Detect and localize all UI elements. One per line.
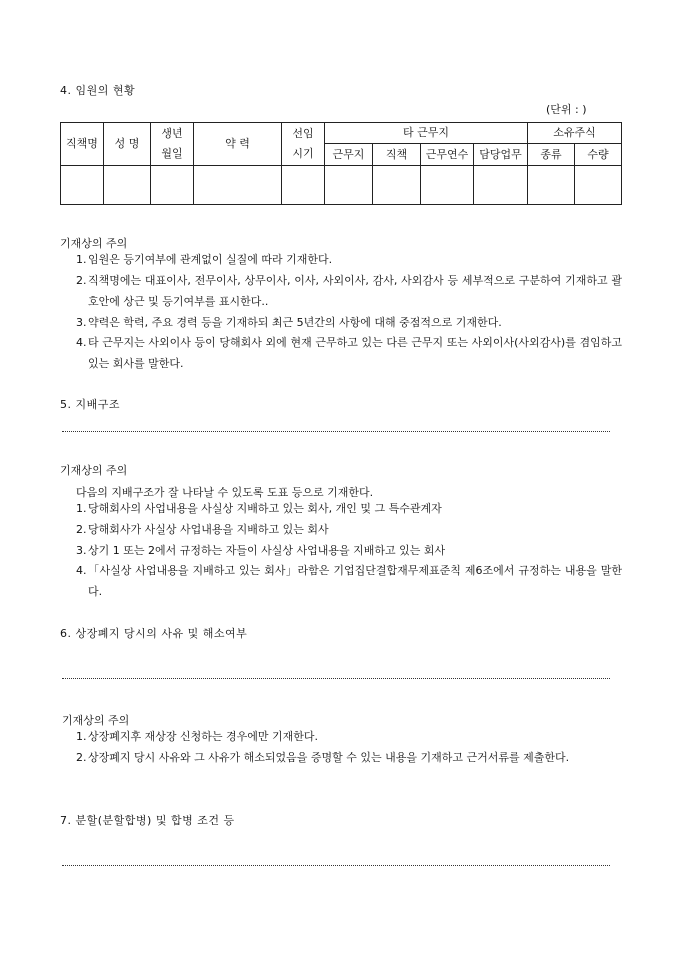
table-cell[interactable]: [61, 166, 104, 205]
table-row: [61, 166, 622, 205]
header-name: 성 명: [104, 123, 151, 166]
list-item-number: 1.: [76, 730, 87, 743]
list-item-number: 2.: [76, 274, 87, 287]
section-6-heading: 6. 상장폐지 당시의 사유 및 해소여부: [60, 627, 248, 640]
list-item: [76, 332, 622, 374]
table-cell[interactable]: [575, 166, 622, 205]
header-title: 직책명: [61, 123, 104, 166]
subheader-position: 직책: [373, 144, 421, 166]
section-4-heading: 4. 임원의 현황: [60, 84, 136, 97]
list-item: [76, 249, 622, 270]
dotted-fill-line: [62, 864, 610, 866]
table-cell[interactable]: [104, 166, 151, 205]
list-item: [76, 519, 622, 540]
list-item-number: 1.: [76, 253, 87, 266]
header-other-workplace: 타 근무지: [325, 123, 528, 144]
section-7-heading: 7. 분할(분할합병) 및 합병 조건 등: [60, 814, 235, 827]
list-item-number: 3.: [76, 316, 87, 329]
table-cell[interactable]: [373, 166, 421, 205]
list-item: [76, 498, 622, 519]
list-item: [76, 560, 622, 602]
list-item: [76, 747, 622, 768]
list-item-text: 임원은 등기여부에 관계없이 실질에 따라 기재한다.: [88, 253, 333, 266]
section-5-heading: 5. 지배구조: [60, 398, 120, 411]
subheader-share-qty: 수량: [575, 144, 622, 166]
section-5-intro: 다음의 지배구조가 잘 나타날 수 있도록 도표 등으로 기재한다.: [76, 486, 374, 499]
list-item-number: 2.: [76, 523, 87, 536]
section-4-notes-title: 기재상의 주의: [60, 237, 128, 250]
list-item: [76, 270, 622, 312]
list-item-text: 직책명에는 대표이사, 전무이사, 상무이사, 이사, 사외이사, 감사, 사외감사 등 세부적으로 구분하여 기재하고 괄호안에 상근 및 등기여부를 표시한다..: [88, 274, 622, 308]
header-birth: [151, 123, 194, 166]
list-item-number: 2.: [76, 751, 87, 764]
list-item-text: 상장폐지 당시 사유와 그 사유가 해소되었음을 증명할 수 있는 내용을 기재하고 근거서류를 제출한다.: [88, 751, 570, 764]
list-item-number: 1.: [76, 502, 87, 515]
header-birth-line1: 생년: [161, 127, 183, 140]
header-elected-line1: 선임: [292, 127, 314, 140]
list-item-text: 타 근무지는 사외이사 등이 당해회사 외에 현재 근무하고 있는 다른 근무지 또는 사외이사(사외감사)를 겸임하고 있는 회사를 말한다.: [88, 336, 622, 370]
table-cell[interactable]: [474, 166, 528, 205]
list-item-number: 4.: [76, 564, 87, 577]
list-item-text: 당해회사의 사업내용을 사실상 지배하고 있는 회사, 개인 및 그 특수관계자: [88, 502, 442, 515]
list-item: [76, 312, 622, 333]
list-item-text: 「사실상 사업내용을 지배하고 있는 회사」라함은 기업집단결합재무제표준칙 제6조에서 규정하는 내용을 말한다.: [88, 564, 622, 598]
section-5-notes-title: 기재상의 주의: [60, 464, 128, 477]
list-item: [76, 726, 622, 747]
header-career: 약 력: [194, 123, 282, 166]
header-birth-line2: 월일: [161, 147, 183, 160]
list-item-text: 상장폐지후 재상장 신청하는 경우에만 기재한다.: [88, 730, 319, 743]
executive-status-table: [60, 122, 622, 205]
subheader-share-type: 종류: [528, 144, 575, 166]
subheader-duty: 담당업무: [474, 144, 528, 166]
subheader-years: 근무연수: [421, 144, 474, 166]
table-cell[interactable]: [151, 166, 194, 205]
table-cell[interactable]: [421, 166, 474, 205]
dotted-fill-line: [62, 677, 610, 679]
header-shares: 소유주식: [528, 123, 622, 144]
list-item-text: 약력은 학력, 주요 경력 등을 기재하되 최근 5년간의 사항에 대해 중점적으로 기재한다.: [88, 316, 502, 329]
dotted-fill-line: [62, 430, 610, 432]
section-6-notes-title: 기재상의 주의: [62, 714, 130, 727]
table-cell[interactable]: [325, 166, 373, 205]
list-item: [76, 540, 622, 561]
list-item-number: 3.: [76, 544, 87, 557]
list-item-number: 4.: [76, 336, 87, 349]
header-elected: [282, 123, 325, 166]
table-cell[interactable]: [282, 166, 325, 205]
table-cell[interactable]: [194, 166, 282, 205]
subheader-workplace: 근무지: [325, 144, 373, 166]
list-item-text: 당해회사가 사실상 사업내용을 지배하고 있는 회사: [88, 523, 329, 536]
list-item-text: 상기 1 또는 2에서 규정하는 자들이 사실상 사업내용을 지배하고 있는 회사: [88, 544, 446, 557]
unit-label: (단위 : ): [546, 103, 587, 116]
header-elected-line2: 시기: [292, 147, 314, 160]
table-cell[interactable]: [528, 166, 575, 205]
